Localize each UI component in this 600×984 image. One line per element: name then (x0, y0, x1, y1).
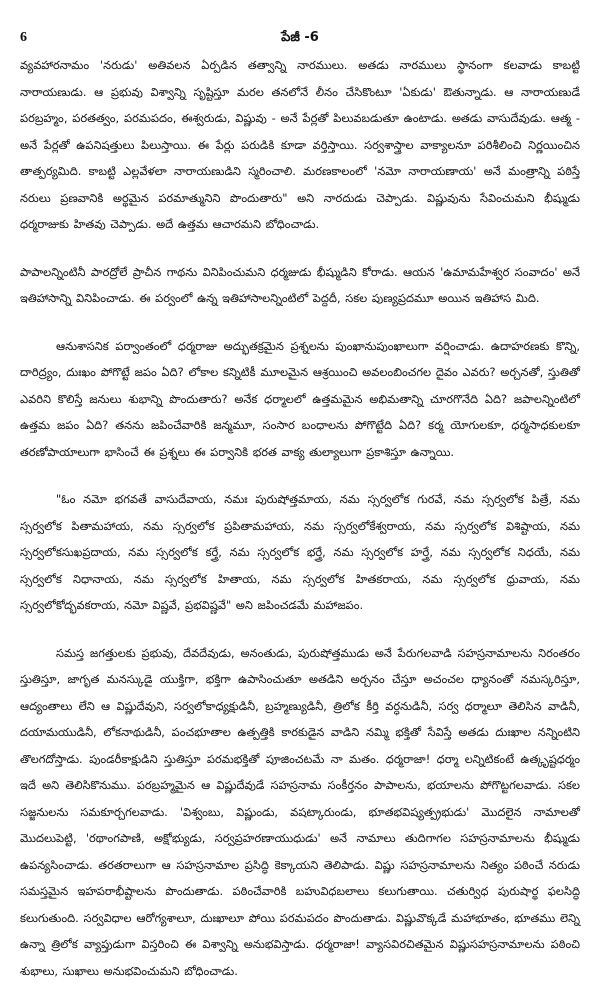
page-number: 6 (20, 30, 27, 46)
running-title: పేజీ -6 (20, 30, 580, 48)
body-paragraph-5: సమస్త జగత్తులకు ప్రభువు, దేవదేవుడు, అనంతుడు, పురుషోత్తముడు అనే పేరుగలవాడి సహస్రనామాలను నిరంతరం స్తుతిస్తూ, జాగృత మనస్కుడై యుక్తిగా, భక్తిగా ఉపాసించుతూ అతడిని అర్చనం చేస్తూ అచంచల ధ్యానంతో నమస్కరిస్తూ, ఆద్యంతాలు లేని ఆ విష్ణుదేవుని, సర్వలోకాధ్యక్షుడినీ, బ్రహ్మణ్యుడినీ, త్రిలోక కీర్తి వర్ధనుడినీ, సర్వ ధర్మాలూ తెలిసిన వాడినీ, దయామయుడినీ, లోకనాథుడినీ, పంచభూతాల ఉత్పత్తికి కారకుడైన వాడిని నమ్మి భక్తితో సేవిస్తే అతడు దుఃఖాల నన్నింటిని తొలగదోస్తాడు. పుండరీకాక్షుడిని స్తుతిస్తూ పరమభక్తితో పూజించటమే నా మతం. ధర్మరాజా! ధర్మా లన్నిటికంటే ఉత్కృష్టధర్మం ఇదే అని తెలిసికొనుము. పరబ్రహ్మమైన ఆ విష్ణుదేవుడే సహస్రనామ సంకీర్తనం పాపాలను, భయాలను పోగొట్టగలవాడు. సకల సజ్జనులను సమకూర్చగలవాడు. 'విశ్వంబు, విష్ణుండు, వషట్కారుండు, భూతభవిష్యత్ప్రభుడు' మొదలైన నామాలతో మొదలుపెట్టి, 'రథాంగపాణి, అక్షోభ్యుడు, సర్వప్రహరణాయుధుడు' అనే నామాలు తుదిగాగల సహస్రనామాలను భీష్ముడు ఉపన్యసించాడు. తరతరాలుగా ఆ సహస్రనామాల ప్రసిద్ధి కెక్కాయని తెలిపాడు. విష్ణు సహస్రనామాలను నిత్యం పఠించే నరుడు సమస్తమైన ఇహపరాభీష్టాలను పొందుతాడు. పఠించేవారికి బహువిధబలాలు కలుగుతాయి. చతుర్విధ పురుషార్థ ఫలసిద్ధి కలుగుతుంది. సర్వవిధాల ఆరోగ్యశాలూ, దుఃఖాలూ పోయి పరమపదం పొందుతాడు. విష్ణువొక్కడే మహాభూతం, భూతము లెన్ని ఉన్నా త్రిలోక వ్యాప్తుడుగా విస్తరించి ఈ విశ్వాన్ని అనుభవిస్తాడు. ధర్మరాజా! వ్యాసవిరచితమైన విష్ణుసహస్రనామాలను పఠించి శుభాలు, సుఖాలు అనుభవించుమని బోధించాడు. (20, 640, 580, 984)
mantra-paragraph: "ఓం నమో భగవతే వాసుదేవాయ, నమః పురుషోత్తమాయ, నమ స్సర్వలోక గురవే, నమ స్సర్వలోక పిత్రే, నమ స్సర్వలోక పితామహాయ, నమ స్సర్వలోక ప్రపితామహాయ, నమ స్సర్వలోకేశ్వరాయ, నమ స్సర్వలోక విశిష్టాయ, నమ స్సర్వలోకసుఖప్రదాయ, నమ స్సర్వలోక కర్త్రే, నమ స్సర్వలోక భర్త్రే, నమ స్సర్వలోక హర్త్రే, నమ స్సర్వలోక నిధయే, నమ స్సర్వలోక నిధానాయ, నమ స్సర్వలోక హితాయ, నమ స్సర్వలోక హితకరాయ, నమ స్సర్వలోక ధ్రువాయ, నమ స్సర్వలోకోద్భవకరాయ, నమో విష్ణవే, ప్రభవిష్ణవే" అని జపించడమే మహాజపం. (20, 486, 580, 619)
body-paragraph-2: పాపాలన్నింటినీ పారద్రోలే ప్రాచీన గాథను వినిపించుమని ధర్మజుడు భీష్ముడిని కోరాడు. ఆయన 'ఉమామహేశ్వర సంవాదం' అనే ఇతిహాసాన్ని వినిపించాడు. ఈ పర్వంలో ఉన్న ఇతిహాసాలన్నింటిలో పెద్దదీ, సకల పుణ్యప్రదమూ అయిన ఇతిహాస మిది. (20, 259, 580, 312)
paragraph-gap (20, 312, 580, 333)
body-paragraph-3: ఆనుశాసనిక పర్వాంతంలో ధర్మరాజు అద్భుతక్రమైన ప్రశ్నలను పుంఖానుపుంఖాలుగా వర్షించాడు. ఉదాహరణకు కొన్ని, దారిద్ర్యం, దుఃఖం పోగొట్టే జపం ఏది? లోకాల కన్నిటికీ మూలమైన ఆశ్రయించి అవలంబించగల దైవం ఎవరు? అర్చనతో, స్తుతితో ఎవరిని కొలిస్తే జనులు శుభాన్ని పొందుతారు? అనేక ధర్మాలలో ఉత్తమమైన అభిమతాన్ని చూరగొనేది ఏది? జపాలన్నింటిలో ఉత్తమ జపం ఏది? తనను జపించేవారికి జన్మమూ, సంసార బంధాలను పోగొట్టేది ఏది? కర్మ యోగులకూ, ధర్మసాధకులకూ తరణోపాయాలుగా భాసించే ఈ ప్రశ్నలు ఈ పర్వానికి భరత వాక్య తుల్యాలుగా ప్రకాశిస్తూ ఉన్నాయి. (20, 333, 580, 466)
body-paragraph-1: వ్యవహారనామం 'నరుడు' అతివలన ఏర్పడిన తత్వాన్ని నారములు. అతడు నారములు స్థానంగా కలవాడు కాబట్టి నారాయణుడు. ఆ ప్రభువు విశ్వాన్ని సృష్టిస్తూ మరల తనలోనే లీనం చేసికొంటూ 'ఏకుడు' ఔతున్నాడు. ఆ నారాయణుడే పరబ్రహ్మం, పరతత్వం, పరమపదం, ఈశ్వరుడు, విష్ణువు - అనే పేర్లతో పిలువబడుతూ ఉంటాడు. అతడు వాసుదేవుడు. ఆత్మ - అనే పేర్లతో ఉపనిషత్తులు పిలుస్తాయి. ఈ పేర్లు పరుడికి కూడా వర్తిస్తాయి. సర్వశాస్త్రాల వాక్యాలనూ పరిశీలించి నిర్ణయించిన తాత్పర్యమిది. కాబట్టి ఎల్లవేళలా నారాయణుడిని స్మరించాలి. మరణకాలంలో 'నమో నారాయణాయ' అనే మంత్రాన్ని పఠిస్తే నరులు ప్రణవానికి అర్థమైన పరమాత్మునిని పొందుతారు" అని నారదుడు చెప్పాడు. విష్ణువును సేవించుమని భీష్ముడు ధర్మరాజుకు హితవు చెప్పాడు. అదే ఉత్తమ ఆచారమని బోధించాడు. (20, 52, 580, 238)
page-header (20, 30, 580, 52)
paragraph-gap (20, 619, 580, 640)
paragraph-gap (20, 238, 580, 259)
paragraph-gap (20, 465, 580, 486)
